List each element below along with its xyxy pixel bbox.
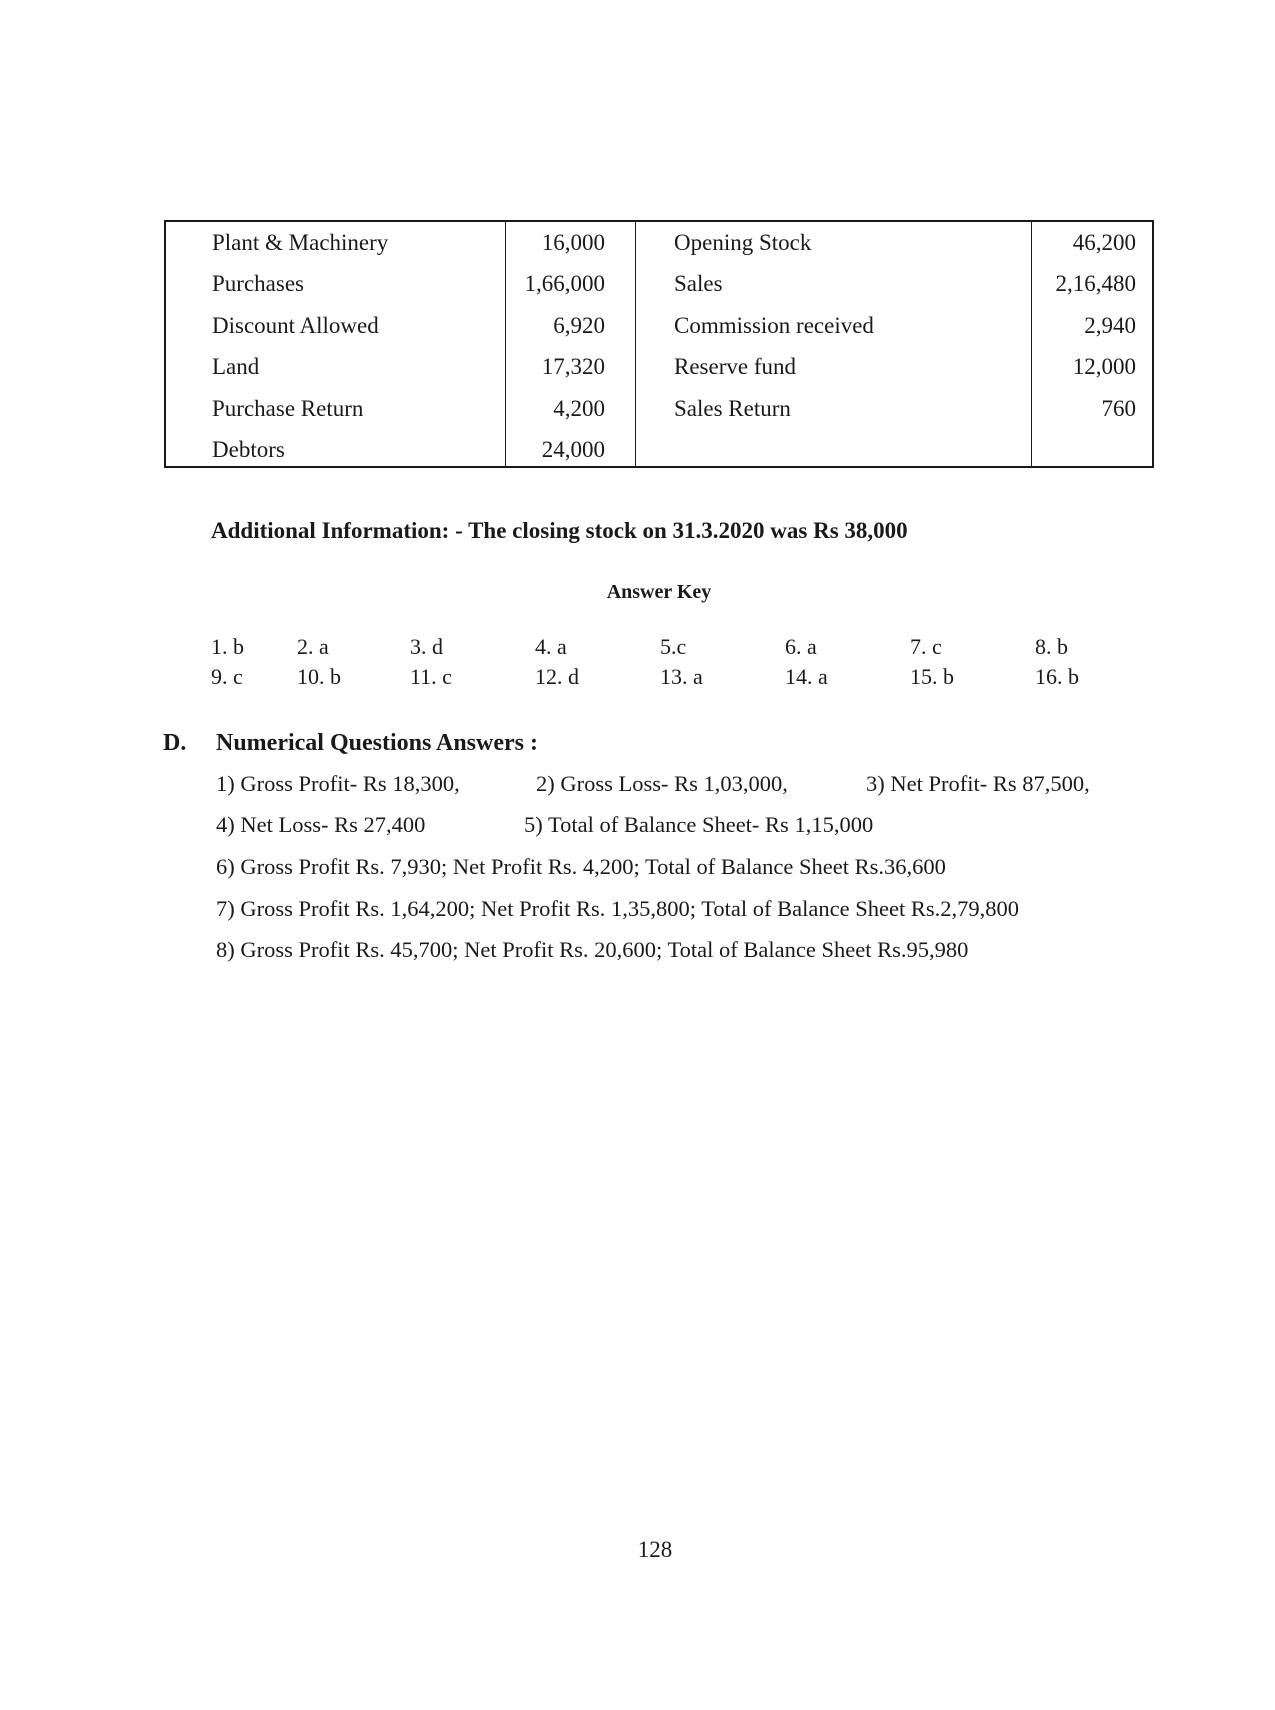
answer-item: 14. a bbox=[785, 664, 828, 689]
answer-item: 10. b bbox=[297, 664, 341, 689]
ledger-amount: 760 bbox=[1101, 395, 1136, 421]
answer-item: 16. b bbox=[1035, 664, 1079, 689]
numerical-answer: 7) Gross Profit Rs. 1,64,200; Net Profit Rs. 1,35,800; Total of Balance Sheet Rs.2,79,800 bbox=[216, 896, 1019, 921]
additional-information: Additional Information: - The closing stock on 31.3.2020 was Rs 38,000 bbox=[211, 518, 908, 543]
numerical-answer: 5) Total of Balance Sheet- Rs 1,15,000 bbox=[524, 812, 874, 837]
answer-item: 1. b bbox=[211, 634, 244, 659]
ledger-amount: 12,000 bbox=[1072, 354, 1136, 380]
ledger-label: Plant & Machinery bbox=[212, 230, 389, 255]
answer-item: 9. c bbox=[211, 664, 243, 689]
answer-item: 6. a bbox=[785, 634, 817, 659]
ledger-label: Purchase Return bbox=[212, 395, 364, 421]
ledger-label: Reserve fund bbox=[674, 354, 796, 380]
ledger-amount: 2,940 bbox=[1084, 312, 1136, 338]
ledger-amount: 46,200 bbox=[1072, 230, 1136, 255]
ledger-amount: 24,000 bbox=[541, 436, 605, 462]
numerical-answer: 1) Gross Profit- Rs 18,300, bbox=[216, 771, 460, 796]
answer-key-title: Answer Key bbox=[606, 581, 712, 603]
answer-item: 4. a bbox=[535, 634, 567, 659]
ledger-label: Debtors bbox=[212, 436, 285, 462]
ledger-label: Discount Allowed bbox=[212, 312, 379, 338]
ledger-table bbox=[164, 220, 1154, 468]
ledger-label: Purchases bbox=[212, 271, 304, 297]
ledger-label: Sales Return bbox=[674, 395, 791, 421]
ledger-label: Land bbox=[212, 354, 260, 380]
numerical-answer: 8) Gross Profit Rs. 45,700; Net Profit Rs. 20,600; Total of Balance Sheet Rs.95,980 bbox=[216, 937, 969, 962]
ledger-label: Commission received bbox=[674, 312, 874, 338]
ledger-amount: 16,000 bbox=[541, 230, 605, 255]
ledger-amount: 2,16,480 bbox=[1055, 271, 1136, 297]
ledger-amount: 4,200 bbox=[553, 395, 605, 421]
ledger-label: Sales bbox=[674, 271, 723, 297]
ledger-label: Opening Stock bbox=[674, 230, 812, 255]
numerical-answer: 6) Gross Profit Rs. 7,930; Net Profit Rs. 4,200; Total of Balance Sheet Rs.36,600 bbox=[216, 854, 946, 879]
answer-item: 11. c bbox=[410, 664, 452, 689]
answer-item: 13. a bbox=[660, 664, 703, 689]
ledger-amount: 1,66,000 bbox=[524, 271, 605, 297]
numerical-answer: 4) Net Loss- Rs 27,400 bbox=[216, 812, 426, 837]
numerical-answer: 2) Gross Loss- Rs 1,03,000, bbox=[536, 771, 788, 796]
answer-item: 2. a bbox=[297, 634, 329, 659]
answer-item: 15. b bbox=[910, 664, 954, 689]
answer-item: 3. d bbox=[410, 634, 443, 659]
answer-item: 8. b bbox=[1035, 634, 1068, 659]
ledger-left-labels bbox=[166, 222, 506, 466]
ledger-left-amounts bbox=[506, 222, 636, 466]
page-number: 128 bbox=[637, 1537, 673, 1562]
ledger-amount bbox=[1032, 435, 1136, 476]
ledger-amount: 17,320 bbox=[541, 354, 605, 380]
answer-item: 7. c bbox=[910, 634, 942, 659]
ledger-right-labels bbox=[636, 222, 1032, 466]
ledger-right-amounts bbox=[1032, 222, 1152, 466]
numerical-answer: 3) Net Profit- Rs 87,500, bbox=[866, 771, 1090, 796]
ledger-amount: 6,920 bbox=[553, 312, 605, 338]
ledger-label bbox=[674, 435, 1031, 476]
answer-item: 5.c bbox=[660, 634, 687, 659]
answer-item: 12. d bbox=[535, 664, 579, 689]
section-title: Numerical Questions Answers : bbox=[216, 730, 538, 756]
section-letter: D. bbox=[163, 730, 187, 756]
